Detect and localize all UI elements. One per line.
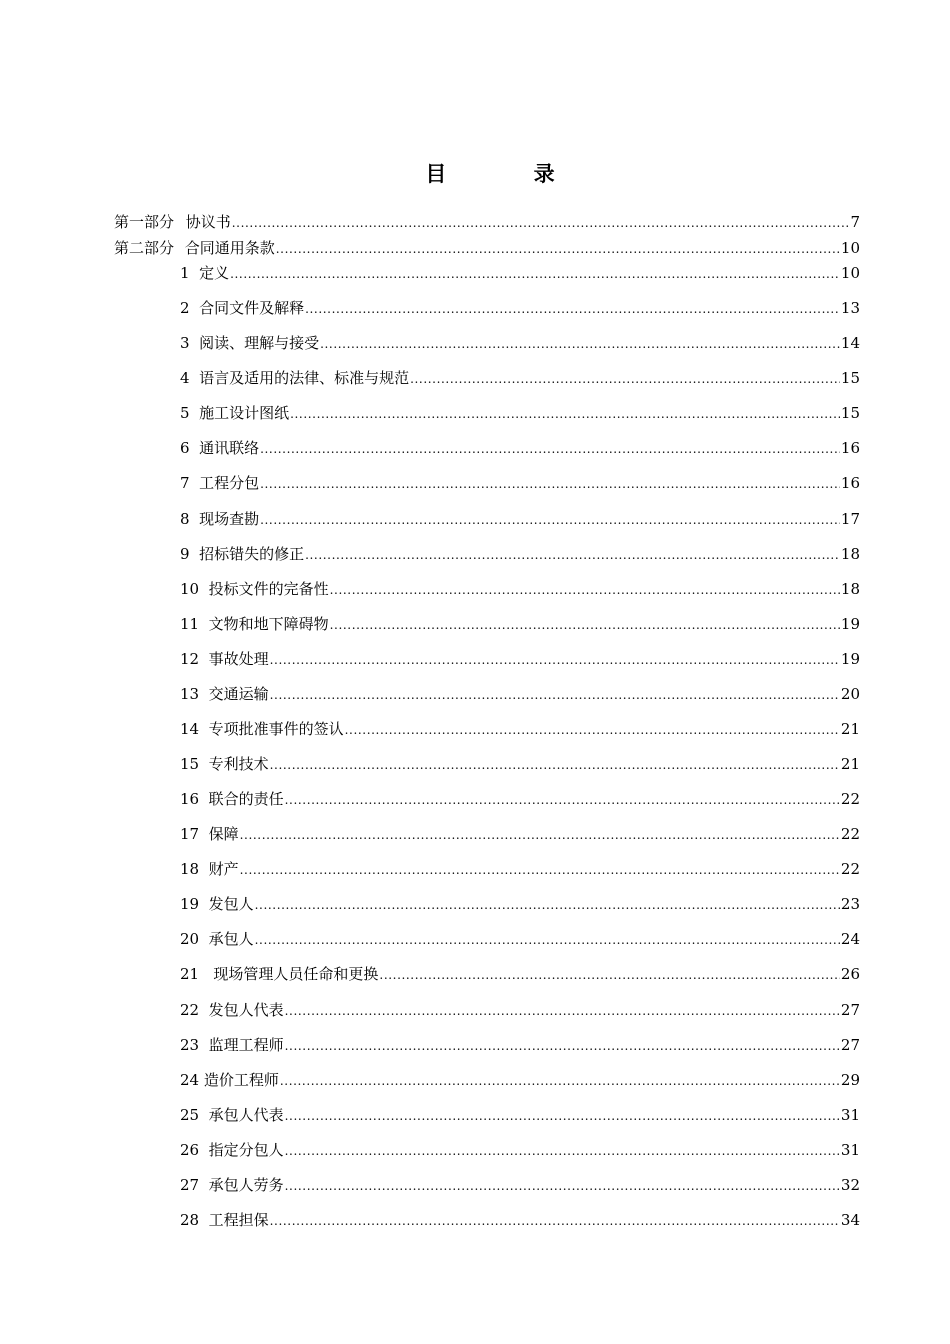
- toc-entry[interactable]: [180, 1035, 860, 1056]
- toc-page-number: 24: [840, 930, 860, 949]
- toc-leader: [285, 1001, 840, 1021]
- toc-entry-label: 23 监理工程师: [180, 1035, 284, 1054]
- toc-entry-label: 8 现场查勘: [180, 509, 260, 528]
- toc-entry[interactable]: [180, 368, 860, 389]
- toc-entry[interactable]: [180, 1105, 860, 1126]
- toc-entry-label: 14 专项批准事件的签认: [180, 719, 344, 738]
- toc-leader: [290, 404, 840, 424]
- toc-entry[interactable]: [180, 964, 860, 985]
- toc-entry-label: 5 施工设计图纸: [180, 404, 290, 423]
- toc-leader: [270, 685, 840, 705]
- toc-entry[interactable]: [180, 1175, 860, 1196]
- toc-page-number: 10: [840, 239, 860, 257]
- toc-entry-label: 1 定义: [180, 264, 230, 282]
- toc-page-number: 19: [840, 649, 860, 668]
- toc-entry-label: 20 承包人: [180, 930, 254, 949]
- toc-entry[interactable]: [180, 789, 860, 810]
- toc-leader: [255, 930, 840, 950]
- toc-leader: [305, 299, 840, 319]
- toc-entry-label: 17 保障: [180, 825, 239, 844]
- toc-entry-label: 12 事故处理: [180, 649, 269, 668]
- toc-entry-label: 27 承包人劳务: [180, 1175, 284, 1194]
- toc-page-number: 34: [840, 1210, 860, 1229]
- toc-entry[interactable]: [180, 614, 860, 635]
- toc-leader: [285, 1141, 840, 1161]
- toc-entry-label: 11 文物和地下障碍物: [180, 614, 329, 633]
- toc-entry[interactable]: [180, 544, 860, 565]
- toc-entry[interactable]: [180, 509, 860, 530]
- toc-page-number: 23: [840, 895, 860, 914]
- toc-leader: [320, 334, 840, 354]
- toc-entry[interactable]: [180, 333, 860, 354]
- toc-part-title: 协议书: [185, 213, 231, 231]
- toc-entry-label: 22 发包人代表: [180, 1000, 284, 1019]
- toc-leader: [270, 755, 840, 775]
- toc-page-number: 31: [840, 1140, 860, 1159]
- toc-page-number: 29: [840, 1070, 860, 1089]
- toc-leader: [330, 615, 840, 635]
- toc-page-number: 16: [840, 439, 860, 458]
- toc-entry-label: 26 指定分包人: [180, 1140, 284, 1159]
- toc-leader: [240, 860, 840, 880]
- toc-part-2[interactable]: [114, 238, 860, 259]
- toc-leader: [240, 825, 840, 845]
- toc-leader: [285, 1036, 840, 1056]
- toc-entry-label: 25 承包人代表: [180, 1105, 284, 1124]
- toc-page-number: 21: [840, 719, 860, 738]
- toc-entry-label: 19 发包人: [180, 895, 254, 914]
- toc-entry-label: 21 现场管理人员任命和更换: [180, 965, 379, 984]
- toc-leader: [410, 369, 840, 389]
- toc-entry-label: 3 阅读、理解与接受: [180, 334, 320, 353]
- toc-entry[interactable]: [180, 1210, 860, 1231]
- toc-leader: [260, 474, 840, 494]
- toc-page-number: 18: [840, 544, 860, 563]
- toc-entry[interactable]: [180, 473, 860, 494]
- toc-entry-label: 28 工程担保: [180, 1210, 269, 1229]
- toc-part-1[interactable]: [114, 212, 860, 233]
- toc-page-number: 15: [840, 369, 860, 388]
- toc-entry[interactable]: [180, 894, 860, 915]
- toc-leader: [280, 1071, 840, 1091]
- toc-entry-label: 10 投标文件的完备性: [180, 579, 329, 598]
- toc-leader: [232, 213, 850, 233]
- toc-page-number: 7: [850, 213, 860, 231]
- toc-entry-label: 18 财产: [180, 860, 239, 879]
- toc-entry-label: 15 专利技术: [180, 755, 269, 773]
- toc-part-number: 第一部分: [114, 213, 175, 231]
- toc-leader: [330, 580, 840, 600]
- toc-leader: [230, 264, 840, 284]
- page-title: 目 录: [425, 161, 595, 186]
- toc-page-number: 22: [840, 790, 860, 808]
- toc-entry[interactable]: [180, 684, 860, 705]
- toc-part-title: 合同通用条款: [184, 239, 275, 257]
- toc-leader: [285, 1106, 840, 1126]
- toc-page-number: 10: [840, 264, 860, 282]
- toc-entry[interactable]: [180, 1070, 860, 1091]
- toc-leader: [305, 545, 840, 565]
- toc-page-number: 19: [840, 614, 860, 633]
- toc-leader: [345, 720, 840, 740]
- toc-entry-label: 24 造价工程师: [180, 1070, 279, 1089]
- toc-leader: [270, 650, 840, 670]
- toc-page-number: 22: [840, 825, 860, 844]
- toc-page-number: 17: [840, 509, 860, 528]
- toc-entry[interactable]: [180, 298, 860, 319]
- toc-entry[interactable]: [180, 929, 860, 950]
- toc-page-number: 16: [840, 474, 860, 493]
- toc-leader: [270, 1211, 840, 1231]
- toc-leader: [255, 895, 840, 915]
- toc-page-number: 14: [840, 334, 860, 353]
- toc-page-number: 20: [840, 684, 860, 703]
- toc-page-number: 26: [840, 965, 860, 984]
- toc-leader: [276, 239, 840, 259]
- toc-page-number: 13: [840, 299, 860, 318]
- toc-entry[interactable]: [180, 579, 860, 600]
- toc-entry-label: 7 工程分包: [180, 474, 260, 493]
- toc-entry[interactable]: [180, 859, 860, 880]
- toc-leader: [285, 1176, 840, 1196]
- toc-page-number: 18: [840, 579, 860, 598]
- toc-entry-label: 2 合同文件及解释: [180, 299, 305, 318]
- toc-entry-label: 13 交通运输: [180, 684, 269, 703]
- toc-page-number: 27: [840, 1000, 860, 1019]
- toc-entry[interactable]: [180, 754, 860, 775]
- toc-page-number: 32: [840, 1175, 860, 1194]
- toc-page-number: 22: [840, 860, 860, 879]
- toc-leader: [260, 439, 840, 459]
- toc-entry-label: 16 联合的责任: [180, 790, 284, 808]
- toc-leader: [379, 965, 840, 985]
- toc-entry-label: 9 招标错失的修正: [180, 544, 305, 563]
- toc-page-number: 15: [840, 404, 860, 423]
- toc-entry[interactable]: [180, 438, 860, 459]
- toc-part-number: 第二部分: [114, 239, 175, 257]
- toc-entry[interactable]: [180, 824, 860, 845]
- toc-page-number: 31: [840, 1105, 860, 1124]
- toc-entry[interactable]: [180, 1140, 860, 1161]
- toc-entry-label: 4 语言及适用的法律、标准与规范: [180, 369, 410, 388]
- toc-entry[interactable]: [180, 263, 860, 284]
- toc-page-number: 21: [840, 755, 860, 773]
- toc-leader: [285, 790, 840, 810]
- toc-entry[interactable]: [180, 649, 860, 670]
- toc-entry[interactable]: [180, 403, 860, 424]
- toc-leader: [260, 510, 840, 530]
- toc-page-number: 27: [840, 1035, 860, 1054]
- toc-entry[interactable]: [180, 1000, 860, 1021]
- toc-entry-label: 6 通讯联络: [180, 439, 260, 458]
- toc-entry[interactable]: [180, 719, 860, 740]
